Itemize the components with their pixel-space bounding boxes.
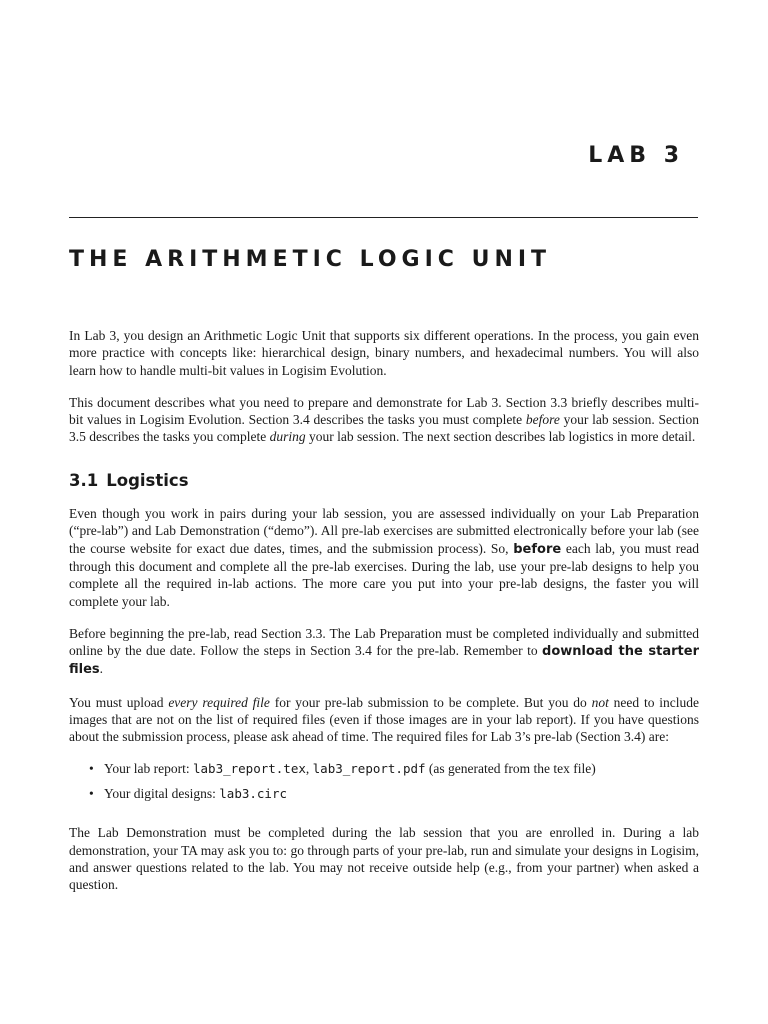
logistics-p3-text-a: You must upload <box>69 694 169 710</box>
logistics-p1-text-b: each lab, you must read through this document and complete all the pre-lab exercises. During the lab, use your pre-lab designs to help you complete all the required in-lab actions. The more care you put into your pre-lab designs, the faster you will complete your lab. <box>69 540 699 609</box>
logistics-p2-text-b: . <box>99 661 104 677</box>
document-body <box>69 327 699 908</box>
logistics-paragraph-2 <box>69 625 699 679</box>
lab-number: LAB 3 <box>588 143 684 168</box>
intro-p2-text-b: your lab session. Section 3.5 describes the tasks you complete <box>69 412 699 445</box>
list-item-digital-designs <box>89 785 699 802</box>
logistics-p3-text-b: for your pre-lab submission to be complete. But you do <box>269 694 592 710</box>
file-note: (as generated from the tex file) <box>425 760 596 776</box>
file-label: Your lab report: <box>104 760 193 776</box>
header-rule <box>69 217 698 218</box>
logistics-paragraph-4: The Lab Demonstration must be completed during the lab session that you are enrolled in. During a lab demonstration, your TA may ask you to: go through parts of your pre-lab, run and simulate your designs in Logisim, and answer questions related to the lab. You may not receive outside help (e.g., from your partner) when asked a question. <box>69 825 699 893</box>
required-files-list <box>69 760 699 803</box>
page-title: THE ARITHMETIC LOGIC UNIT <box>69 247 552 272</box>
logistics-p2-bold-starter-files: download the starter files <box>69 644 699 678</box>
section-number: 3.1 <box>69 470 99 490</box>
intro-p2-text-a: This document describes what you need to prepare and demonstrate for Lab 3. Section 3.3 briefly describes multi-bit values in Logisim Evolution. Section 3.4 describes the tasks you must complete <box>69 394 699 428</box>
bullet-icon: • <box>89 760 94 776</box>
section-title: Logistics <box>106 470 189 490</box>
file-label: Your digital designs: <box>104 785 220 801</box>
logistics-p1-bold-before: before <box>513 541 562 557</box>
logistics-p3-emphasis-not: not <box>591 694 609 710</box>
file-name-tex: lab3_report.tex <box>193 760 306 776</box>
bullet-icon: • <box>89 785 94 801</box>
logistics-p2-text-a: Before beginning the pre-lab, read Section 3.3. The Lab Preparation must be completed individually and submitted online by the due date. Follow the steps in Section 3.4 for the pre-lab. Remember to <box>69 625 699 659</box>
logistics-p3-emphasis-required-file: every required file <box>168 694 270 710</box>
intro-paragraph-1: In Lab 3, you design an Arithmetic Logic Unit that supports six different operations. In the process, you gain even more practice with concepts like: hierarchical design, binary numbers, and hexadecimal numbers. You will also learn how to handle multi-bit values in Logisim Evolution. <box>69 328 699 378</box>
file-separator: , <box>305 760 313 776</box>
intro-p2-text-c: your lab session. The next section describes lab logistics in more detail. <box>305 429 696 445</box>
intro-p2-emphasis-before: before <box>525 412 560 428</box>
list-item-lab-report <box>89 760 699 777</box>
logistics-paragraph-1 <box>69 505 699 610</box>
section-heading-logistics <box>69 472 699 489</box>
intro-paragraph-2 <box>69 394 699 446</box>
file-name-pdf: lab3_report.pdf <box>312 760 426 776</box>
intro-p2-emphasis-during: during <box>269 429 306 445</box>
logistics-p1-text-a: Even though you work in pairs during your lab session, you are assessed individually on your Lab Preparation (“pre-lab”) and Lab Demonstration (“demo”). All pre-lab exercises are submitted electronically before your lab (see the course website for exact due dates, times, and the submission process). So, <box>69 506 699 556</box>
logistics-paragraph-3 <box>69 694 699 746</box>
logistics-p3-text-c: need to include images that are not on the list of required files (even if those images are in your lab report). If you have questions about the submission process, please ask ahead of time. The required files for Lab 3’s pre-lab (Section 3.4) are: <box>69 694 699 745</box>
file-name-circ: lab3.circ <box>219 785 287 801</box>
